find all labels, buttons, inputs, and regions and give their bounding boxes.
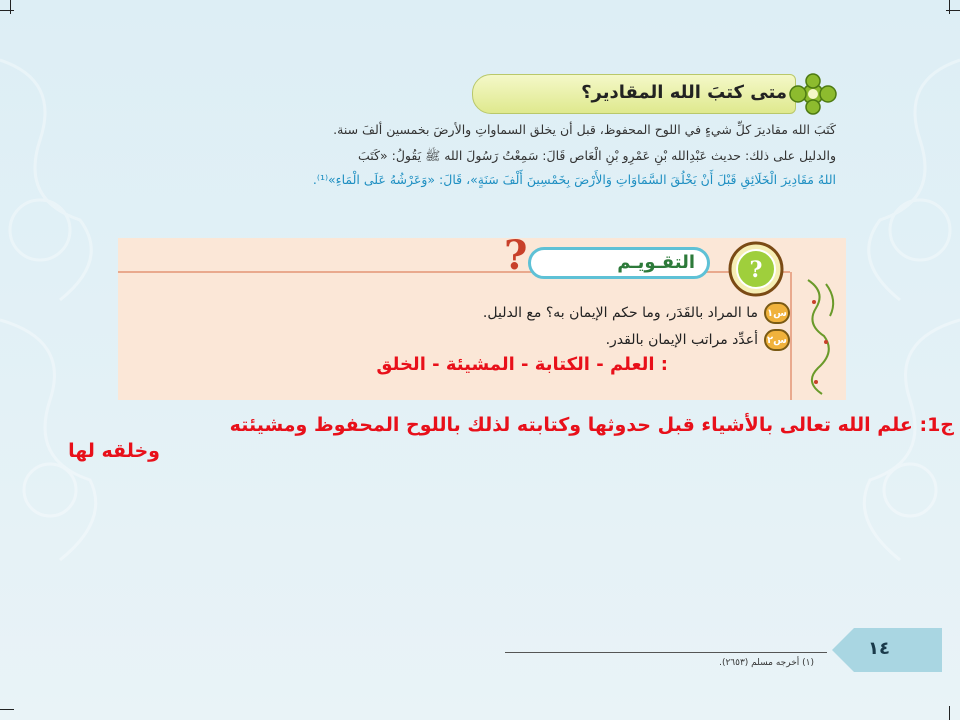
background-ornament [850, 20, 960, 640]
divider [790, 272, 792, 400]
answer-q1-line1: ج1: علم الله تعالى بالأشياء قبل حدوثها وكتابته لذلك باللوح المحفوظ ومشيئته [229, 414, 954, 436]
paragraph: كَتَبَ الله مقاديرَ كلِّ شيءٍ في اللوح المحفوظ، قبل أن يخلق السماواتِ والأرضَ بخمسين ألفَ سنة. [333, 122, 836, 137]
page-number: ١٤ [868, 638, 890, 659]
svg-text:?: ? [749, 257, 763, 283]
footnote-divider [505, 652, 827, 653]
flower-ornament-icon [780, 72, 846, 116]
question-number-badge: س١ [764, 302, 790, 324]
crop-mark [949, 0, 950, 14]
crop-mark [0, 709, 14, 710]
answer-q2: : العلم - الكتابة - المشيئة - الخلق [376, 354, 668, 375]
evaluation-emblem-icon [716, 240, 786, 298]
question-row [483, 302, 790, 324]
evaluation-title: التقـويـم [617, 252, 695, 273]
question-mark-icon: ? [504, 232, 528, 279]
footnote: (١) أخرجه مسلم (٢٦٥٣). [719, 658, 814, 668]
section-title-banner [472, 74, 796, 114]
calligraphy-ornament [796, 272, 846, 400]
question-row [606, 329, 790, 351]
question-text: أعدِّد مراتب الإيمان بالقدر. [605, 332, 758, 348]
crop-mark [949, 706, 950, 720]
crop-mark [0, 10, 14, 11]
answer-q1-line2: وخلقه لها [68, 440, 160, 462]
question-number-badge: س٢ [764, 329, 790, 351]
evidence-intro: والدليل على ذلك: حديث عَبْدِالله بْنِ عَمْرِو بْنِ الْعَاص قَالَ: سَمِعْتُ رَسُولَ الله ﷺ يَقُولُ: «كَتَبَ [357, 148, 836, 163]
question-text: ما المراد بالقَدَر، وما حكم الإيمان به؟ مع الدليل. [482, 305, 758, 321]
crop-mark [10, 0, 11, 14]
hadith-text: اللهُ مَقَادِيرَ الْخَلَائِقِ قَبْلَ أَنْ يَخْلُقَ السَّمَاوَاتِ وَالأَرْضَ بِخَمْسِينَ أَلْفَ سَنَةٍ»، قَالَ: «وَعَرْشُهُ عَلَى الْمَاءِ»⁽¹⁾. [312, 172, 836, 187]
background-ornament [0, 20, 110, 640]
evaluation-header [528, 247, 710, 279]
section-title: متى كتبَ الله المقادير؟ [581, 82, 787, 103]
